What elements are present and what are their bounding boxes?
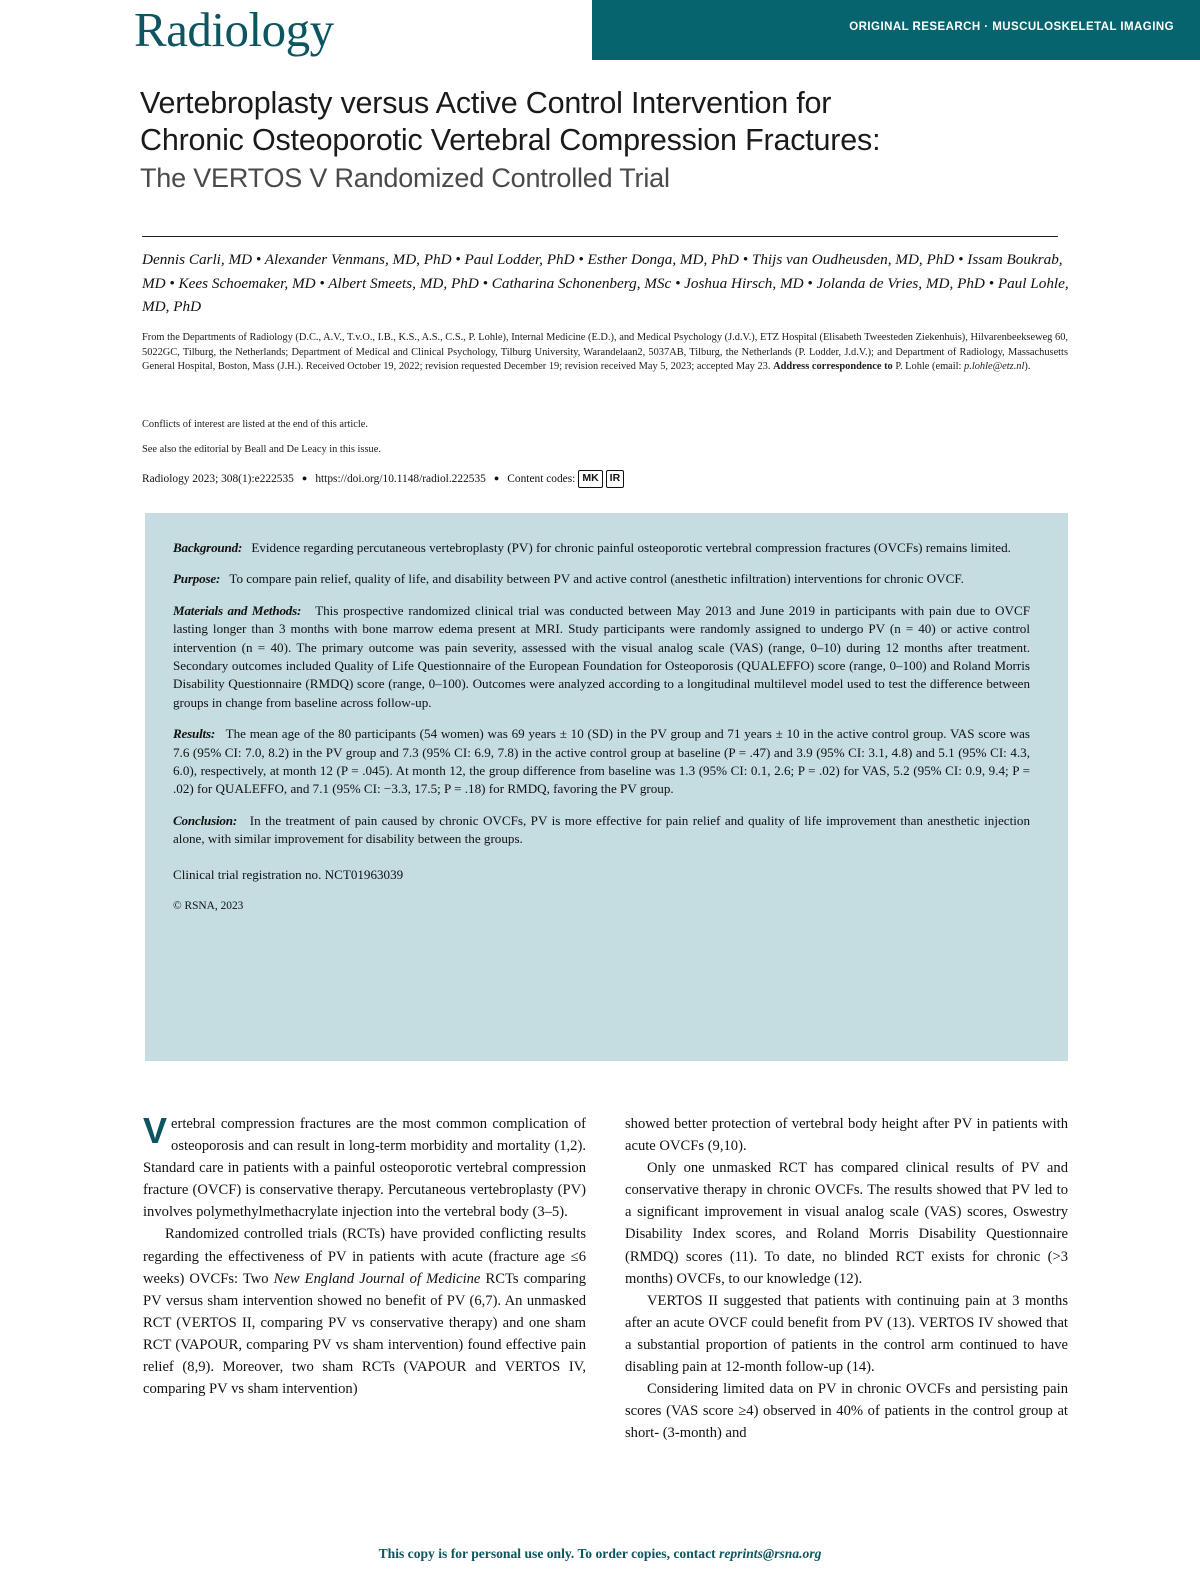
title-divider — [142, 236, 1058, 237]
page-title-line1: Vertebroplasty versus Active Control Intervention for — [140, 86, 832, 120]
paragraph-intro-text: ertebral compression fractures are the most common complication of osteoporosis and can result in long-term morbidity and mortality (1,2). Standard care in patients with a painful osteoporotic vertebral compression fracture (OVCF) is conservative therapy. Percutaneous vertebroplasty (PV) involves polymethylmethacrylate injection into the vertebral body (3–5). — [143, 1116, 586, 1221]
abstract-label-conclusion: Conclusion: — [173, 812, 238, 828]
abstract-label-materials-methods: Materials and Methods: — [173, 602, 302, 618]
dropcap-letter: V — [143, 1110, 168, 1151]
bullet-separator-2: ● — [493, 473, 500, 483]
note-editorial: See also the editorial by Beall and De Leacy in this issue. — [142, 444, 381, 455]
abstract-text-materials-methods: This prospective randomized clinical trial was conducted between May 2013 and June 2019 in participants with pain due to OVCF lasting longer than 3 months with bone marrow edema present at MRI. Study participants were randomly assigned to undergo PV (n = 40) or active control intervention (n = 40). The primary outcome was pain severity, assessed with the visual analog scale (VAS) (range, 0–10) during 12 months after treatment. Secondary outcomes included Quality of Life Questionnaire of the European Foundation for Osteoporosis (QUALEFFO) score (range, 0–100) and Roland Morris Disability Questionnaire (RMDQ) score (range, 0–100). Outcomes were analyzed according to a longitudinal multilevel model used to test the difference between groups in change from baseline across follow-up. — [173, 602, 1030, 710]
abstract-text-purpose: To compare pain relief, quality of life, and disability between PV and active control (anesthetic infiltration) interventions for chronic OVCF. — [229, 571, 964, 587]
abstract-section-materials-methods — [173, 602, 1030, 712]
citation-line — [142, 470, 624, 488]
journal-logo: Radiology — [134, 2, 334, 57]
copyright-notice: © RSNA, 2023 — [173, 900, 244, 913]
masthead — [0, 0, 1200, 62]
affiliation-correspondence-label: Address correspondence to — [773, 361, 893, 373]
abstract-label-background: Background: — [173, 540, 243, 555]
abstract-text-conclusion: In the treatment of pain caused by chronic OVCFs, PV is more effective for pain relief and quality of life improvement than anesthetic injection alone, with similar improvement for disability between the groups. — [173, 812, 1030, 847]
article-title-block — [140, 85, 1070, 196]
footer-text: This copy is for personal use only. To order copies, contact — [378, 1546, 720, 1561]
affiliation-end: ). — [1024, 361, 1031, 373]
affiliation-text: From the Departments of Radiology (D.C., A.V., T.v.O., I.B., K.S., A.S., C.S., P. Lohle), Internal Medicine (E.D.), and Medical Psychology (J.d.V.), ETZ Hospital (Elisabeth Tweesteden Ziekenhuis), Hilvarenbeekseweg 60, 5022GC, Tilburg, the Netherlands; Department of Medical and Clinical Psychology, Tilburg University, Warandelaan2, 5037AB, Tilburg, the Netherlands (P. Lodder, J.d.V.); and Department of Radiology, Massachusetts General Hospital, Boston, Mass (J.H.). Received October 19, 2022; revision requested December 19; revision received May 5, 2023; accepted May 23. — [142, 332, 1068, 373]
footer-reprints-email[interactable]: reprints@rsna.org — [719, 1546, 822, 1561]
abstract-text-results: The mean age of the 80 participants (54 women) was 69 years ± 10 (SD) in the PV group and 71 years ± 10 in the active control group. VAS score was 7.6 (95% CI: 7.0, 8.2) in the PV group and 7.3 (95% CI: 6.9, 7.8) in the active control group at baseline (P = .47) and 3.9 (95% CI: 3.1, 4.8) and 5.1 (95% CI: 4.3, 6.0), respectively, at month 12 (P = .045). At month 12, the group difference from baseline was 1.3 (95% CI: 0.1, 2.6; P = .02) for VAS, 5.2 (95% CI: 0.9, 9.4; P = .02) for QUALEFFO, and 7.1 (95% CI: −3.3, 17.5; P = .18) for RMDQ, favoring the PV group. — [173, 726, 1030, 797]
header-band-label: ORIGINAL RESEARCH · MUSCULOSKELETAL IMAGING — [849, 21, 1174, 33]
content-code-ir[interactable]: IR — [606, 470, 625, 488]
page-title-line2: Chronic Osteoporotic Vertebral Compression Fractures: — [140, 123, 881, 157]
abstract-section-background — [173, 539, 1030, 557]
abstract-label-results: Results: — [173, 726, 216, 742]
paragraph-rcts: Randomized controlled trials (RCTs) have provided conflicting results regarding the effectiveness of PV in patients with acute (fracture age ≤6 weeks) OVCFs: Two New England Journal of Medicine RCTs comparing PV versus sham intervention showed no benefit of PV (6,7). An unmasked RCT (VERTOS II, comparing PV vs conservative therapy) and one sham RCT (VAPOUR, comparing PV vs sham intervention) found effective pain relief (8,9). Moreover, two sham RCTs (VAPOUR and VERTOS IV, comparing PV vs sham intervention) — [143, 1226, 586, 1398]
bullet-separator-1: ● — [301, 473, 308, 483]
paragraph-considering: Considering limited data on PV in chronic OVCFs and persisting pain scores (VAS score ≥4) observed in 40% of patients in the control group at short- (3-month) and — [625, 1381, 1068, 1442]
affiliation-correspondence-tail: P. Lohle (email: — [892, 361, 965, 373]
abstract-label-purpose: Purpose: — [173, 571, 221, 587]
page-subtitle: The VERTOS V Randomized Controlled Trial — [140, 163, 670, 193]
paragraph-vertos: VERTOS II suggested that patients with continuing pain at 3 months after an acute OVCF could benefit from PV (13). VERTOS IV showed that a substantial proportion of patients in the control arm continued to have disabling pain at 12-month follow-up (14). — [625, 1292, 1068, 1376]
affiliation-block — [142, 331, 1068, 375]
abstract-section-conclusion — [173, 812, 1030, 849]
content-codes-label: Content codes: — [507, 473, 576, 485]
abstract-box — [145, 513, 1068, 1061]
trial-registration: Clinical trial registration no. NCT01963039 — [173, 866, 404, 882]
paragraph-unmasked-rct: Only one unmasked RCT has compared clinical results of PV and conservative therapy in chronic OVCFs. The results showed that PV led to a significant improvement in visual analog scale (VAS) scores, Oswestry Disability Index scores, and Roland Morris Disability Questionnaire (RMDQ) scores (11). To date, no blinded RCT exists for chronic (>3 months) OVCFs, to our knowledge (12). — [625, 1160, 1068, 1287]
abstract-section-results — [173, 725, 1030, 799]
content-code-mk[interactable]: MK — [578, 470, 602, 488]
paragraph-height-protection: showed better protection of vertebral body height after PV in patients with acute OVCFs (9,10). — [625, 1116, 1068, 1155]
footer-notice — [0, 1546, 1200, 1562]
paragraph-intro — [143, 1110, 586, 1223]
body-column-left — [143, 1110, 586, 1400]
body-column-right — [625, 1113, 1068, 1444]
author-list: Dennis Carli, MD • Alexander Venmans, MD, PhD • Paul Lodder, PhD • Esther Donga, MD, PhD • Thijs van Oudheusden, MD, PhD • Issam Boukrab, MD • Kees Schoemaker, MD • Albert Smeets, MD, PhD • Catharina Schonenberg, MSc • Joshua Hirsch, MD • Jolanda de Vries, MD, PhD • Paul Lohle, MD, PhD — [142, 251, 1069, 315]
abstract-section-purpose — [173, 570, 1030, 588]
citation-doi-link[interactable]: https://doi.org/10.1148/radiol.222535 — [315, 473, 486, 485]
note-conflicts: Conflicts of interest are listed at the end of this article. — [142, 419, 368, 430]
correspondence-email[interactable]: p.lohle@etz.nl — [964, 361, 1025, 373]
abstract-text-background: Evidence regarding percutaneous vertebroplasty (PV) for chronic painful osteoporotic vertebral compression fractures (OVCFs) remains limited. — [251, 540, 1011, 555]
citation-reference: Radiology 2023; 308(1):e222535 — [142, 473, 294, 485]
